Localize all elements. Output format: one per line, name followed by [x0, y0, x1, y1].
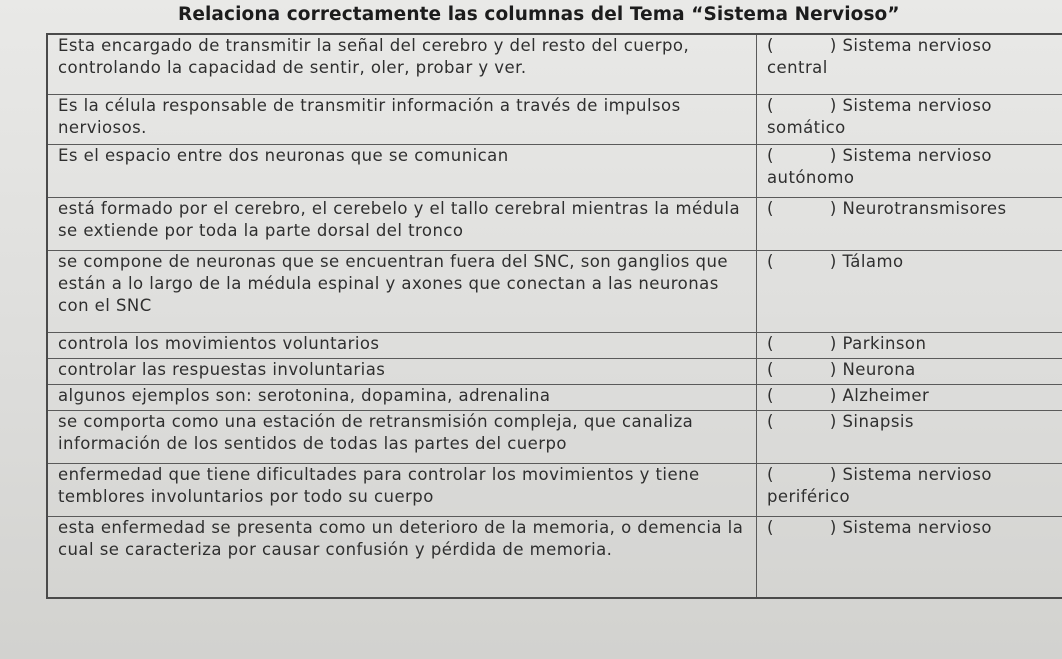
option-label: Parkinson [842, 333, 927, 353]
option-label: Neurona [842, 359, 916, 379]
definition-cell: está formado por el cerebro, el cerebelo y el tallo cerebral mientras la médula se extiende por toda la parte dorsal del tronco [47, 197, 757, 250]
definition-cell: se compone de neuronas que se encuentran fuera del SNC, son ganglios que están a lo largo de la médula espinal y axones que conectan a las neuronas con el SNC [47, 250, 757, 332]
definition-cell: Es el espacio entre dos neuronas que se comunican [47, 144, 757, 197]
option-label: Sistema nervioso autónomo [767, 145, 992, 187]
definition-cell: controla los movimientos voluntarios [47, 332, 757, 358]
table-row [47, 94, 1062, 144]
option-label: Alzheimer [842, 385, 930, 405]
definition-cell: Es la célula responsable de transmitir información a través de impulsos nerviosos. [47, 94, 757, 144]
table-row [47, 34, 1062, 94]
option-cell: ( ) Alzheimer [757, 384, 1062, 410]
worksheet-title: Relaciona correctamente las columnas del Tema “Sistema Nervioso” [178, 4, 900, 25]
table-row [47, 144, 1062, 197]
definition-cell: controlar las respuestas involuntarias [47, 358, 757, 384]
definition-cell: algunos ejemplos son: serotonina, dopamina, adrenalina [47, 384, 757, 410]
option-label: Sistema nervioso periférico [767, 464, 992, 506]
matching-table [46, 33, 1062, 599]
option-cell: ( ) Neurotransmisores [757, 197, 1062, 250]
definition-cell: enfermedad que tiene dificultades para controlar los movimientos y tiene temblores involuntarios por todo su cuerpo [47, 463, 757, 516]
option-cell: ( ) Sistema nervioso somático [757, 94, 1062, 144]
option-label: Sinapsis [842, 411, 914, 431]
option-label: Tálamo [842, 251, 904, 271]
option-label: Sistema nervioso somático [767, 95, 992, 137]
table-row [47, 384, 1062, 410]
option-cell: ( ) Sistema nervioso periférico [757, 463, 1062, 516]
definition-cell: Esta encargado de transmitir la señal del cerebro y del resto del cuerpo, controlando la capacidad de sentir, oler, probar y ver. [47, 34, 757, 94]
option-label: Sistema nervioso central [767, 36, 992, 77]
option-cell: ( ) Parkinson [757, 332, 1062, 358]
definition-cell: se comporta como una estación de retransmisión compleja, que canaliza información de los sentidos de todas las partes del cuerpo [47, 410, 757, 463]
option-cell: ( ) Sistema nervioso autónomo [757, 144, 1062, 197]
option-cell: ( ) Tálamo [757, 250, 1062, 332]
option-label: Sistema nervioso [842, 517, 992, 537]
option-cell: ( ) Sinapsis [757, 410, 1062, 463]
table-row [47, 197, 1062, 250]
table-row [47, 410, 1062, 463]
table-row [47, 463, 1062, 516]
table-row [47, 250, 1062, 332]
option-cell: ( ) Sistema nervioso [757, 516, 1062, 598]
table-row [47, 332, 1062, 358]
table-row [47, 358, 1062, 384]
option-label: Neurotransmisores [842, 198, 1007, 218]
table-row [47, 516, 1062, 598]
definition-cell: esta enfermedad se presenta como un deterioro de la memoria, o demencia la cual se caracteriza por causar confusión y pérdida de memoria. [47, 516, 757, 598]
option-cell: ( ) Sistema nervioso central [757, 34, 1062, 94]
option-cell: ( ) Neurona [757, 358, 1062, 384]
